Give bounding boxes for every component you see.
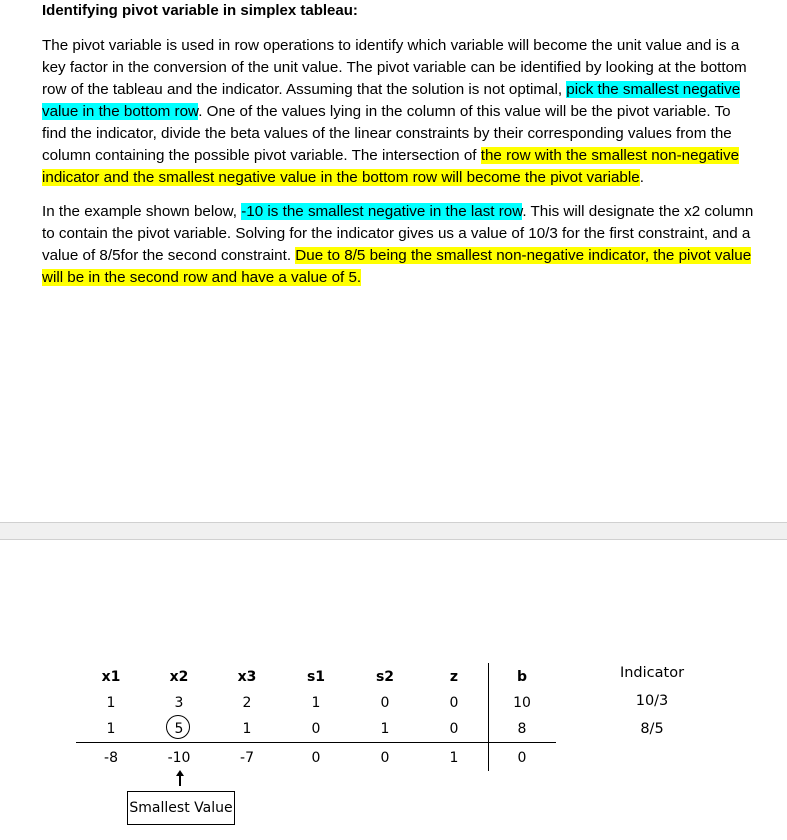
indicator-heading: Indicator — [619, 665, 685, 681]
tableau-cell: 1 — [380, 721, 390, 737]
tableau-cell: 0 — [449, 695, 459, 711]
section-heading: Identifying pivot variable in simplex tableau: — [42, 2, 358, 19]
highlight-cyan: -10 is the smallest negative in the last row — [241, 203, 523, 220]
text-segment: . One of the values lying in the column of this value will be the pivot variable. To find the indicator, divide the beta values of the linear constraints by their corresponding values from the column containing the possible pivot variable. The intersection of — [42, 103, 732, 164]
page-divider — [0, 522, 787, 540]
pivot-value: 5 — [174, 721, 184, 737]
tableau-cell: 0 — [449, 721, 459, 737]
tableau-header-x3: x3 — [237, 669, 257, 685]
tableau-cell: 8 — [517, 721, 527, 737]
tableau-cell: -8 — [104, 750, 118, 766]
smallest-value-label: Smallest Value — [127, 791, 235, 825]
up-arrow-icon — [176, 770, 184, 786]
tableau-header-b: b — [516, 669, 528, 685]
simplex-tableau-figure — [0, 655, 787, 840]
tableau-cell: 1 — [449, 750, 459, 766]
paragraph-intro — [42, 35, 754, 189]
tableau-cell: 1 — [242, 721, 252, 737]
tableau-cell: 3 — [174, 695, 184, 711]
indicator-value: 8/5 — [640, 721, 664, 737]
tableau-b-divider — [488, 663, 489, 771]
tableau-header-s2: s2 — [375, 669, 395, 685]
text-segment: . This will designate the x2 column to contain the pivot variable. Solving for the indicator gives us a value of 10/3 for the first constraint, and a value of 8/5for the second constraint. — [42, 203, 754, 264]
highlight-cyan: pick the smallest negative value in the bottom row — [42, 81, 741, 120]
highlight-yellow: the row with the smallest non-negative indicator and the smallest negative value in the bottom row will become the pivot variable — [42, 147, 740, 186]
tableau-cell: 0 — [311, 721, 321, 737]
tableau-header-x1: x1 — [101, 669, 121, 685]
tableau-header-z: z — [449, 669, 459, 685]
tableau-cell: 2 — [242, 695, 252, 711]
indicator-value: 10/3 — [635, 693, 669, 709]
tableau-cell: 0 — [311, 750, 321, 766]
document-body — [42, 0, 754, 289]
tableau-cell: 1 — [311, 695, 321, 711]
tableau-cell: 0 — [380, 750, 390, 766]
highlight-yellow: Due to 8/5 being the smallest non-negative indicator, the pivot value will be in the second row and have a value of 5. — [42, 247, 752, 286]
smallest-negative-value: -10 — [167, 750, 191, 766]
text-segment: In the example shown below, — [42, 203, 242, 220]
text-segment: The pivot variable is used in row operations to identify which variable will become the unit value and is a key factor in the conversion of the unit value. The pivot variable can be identified by looking at the bottom row of the tableau and the indicator. Assuming that the solution is not optimal, — [42, 37, 747, 98]
tableau-bottom-rule — [76, 742, 556, 743]
text-segment: . — [639, 169, 644, 186]
tableau-cell: 0 — [380, 695, 390, 711]
paragraph-example — [42, 201, 754, 289]
tableau-cell: -7 — [240, 750, 254, 766]
tableau-cell: 0 — [517, 750, 527, 766]
tableau-header-x2: x2 — [169, 669, 189, 685]
tableau-cell: 1 — [106, 695, 116, 711]
tableau-header-s1: s1 — [306, 669, 326, 685]
tableau-cell: 10 — [513, 695, 531, 711]
tableau-cell: 1 — [106, 721, 116, 737]
